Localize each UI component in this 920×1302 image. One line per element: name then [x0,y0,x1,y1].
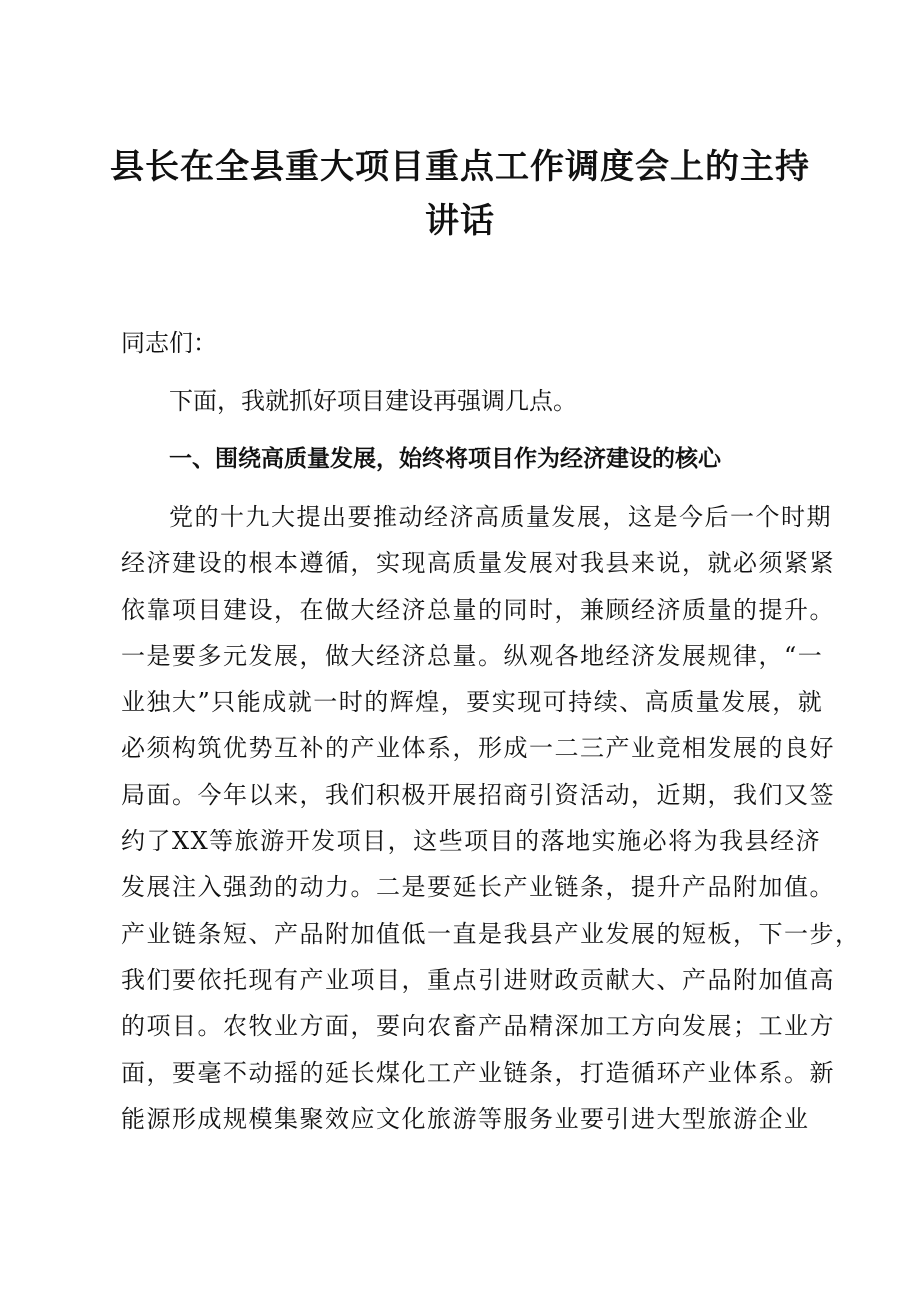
paragraph-line: 约了XX等旅游开发项目，这些项目的落地实施必将为我县经济 [121,827,822,856]
paragraph-line: 我们要依托现有产业项目，重点引进财政贡献大、产品附加值高 [121,965,835,994]
paragraph-line: 发展注入强劲的动力。二是要延长产业链条，提升产品附加值。 [121,873,835,902]
paragraph-line: 局面。今年以来，我们积极开展招商引资活动，近期，我们又签 [121,780,835,809]
paragraph-line: 党的十九大提出要推动经济高质量发展，这是今后一个时期 [169,503,832,531]
paragraph-line: 必须构筑优势互补的产业体系，形成一二三产业竞相发展的良好 [121,734,835,763]
paragraph-line: 依靠项目建设，在做大经济总量的同时，兼顾经济质量的提升。 [121,595,835,624]
title-line-2: 讲话 [425,201,495,241]
paragraph-line: 能源形成规模集聚效应文化旅游等服务业要引进大型旅游企业 [121,1104,810,1133]
paragraph-line: 业独大”只能成就一时的辉煌，要实现可持续、高质量发展，就 [121,688,824,717]
salutation: 同志们： [121,329,217,357]
document-title [110,140,810,248]
section-heading: 一、围绕高质量发展，始终将项目作为经济建设的核心 [169,446,721,472]
title-line-1: 县长在全县重大项目重点工作调度会上的主持 [110,147,810,187]
intro-paragraph: 下面，我就抓好项目建设再强调几点。 [169,387,577,415]
paragraph-line: 产业链条短、产品附加值低一直是我县产业发展的短板，下一步， [121,919,861,948]
paragraph-line: 的项目。农牧业方面，要向农畜产品精深加工方向发展；工业方 [121,1012,835,1041]
paragraph-line: 一是要多元发展，做大经济总量。纵观各地经济发展规律，“一 [121,641,824,670]
body-paragraph [121,494,861,1142]
paragraph-line: 面，要毫不动摇的延长煤化工产业链条，打造循环产业体系。新 [121,1058,835,1087]
paragraph-line: 经济建设的根本遵循，实现高质量发展对我县来说，就必须紧紧 [121,549,835,578]
